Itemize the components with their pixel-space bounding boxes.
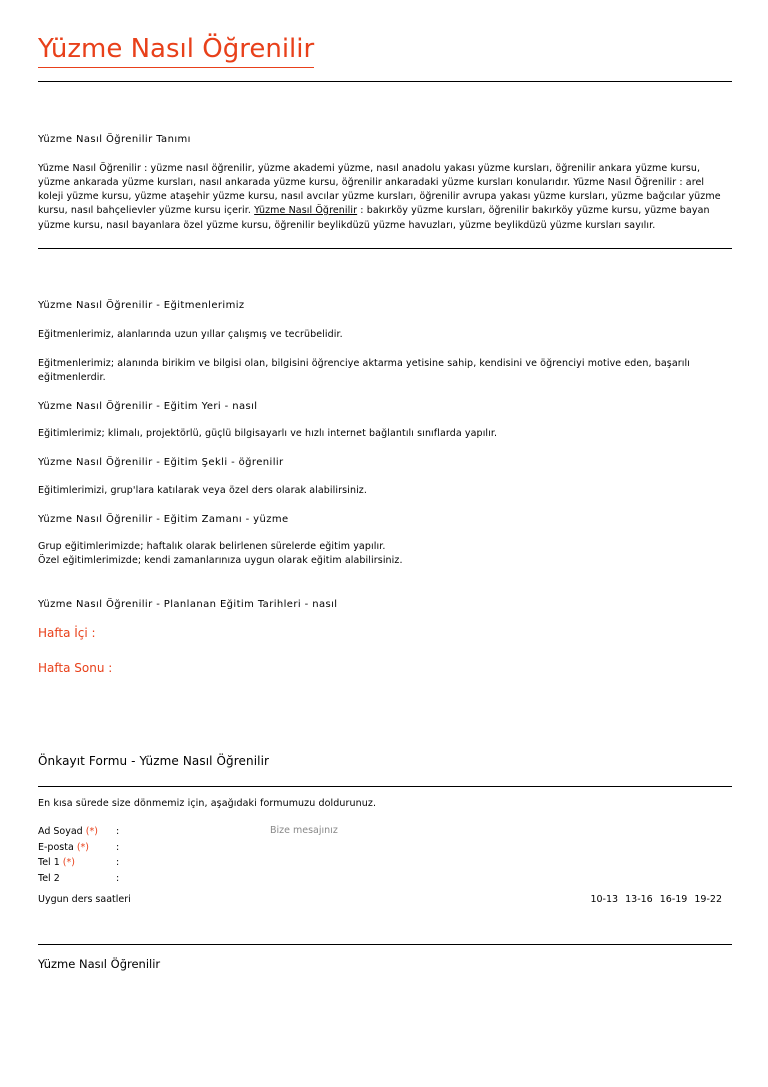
intro-line-3: koleji yüzme kursu, yüzme ataşehir yüzme kursu, nasıl avcılar yüzme kursları, öğrenilir avrupa yakası yüzme kursları, yüzme bağcılar yüzme: [38, 191, 721, 202]
email-field-label[interactable]: E-posta (*): [38, 842, 89, 853]
required-marker: (*): [85, 826, 98, 837]
intro-line-4-start: kursu, nasıl bahçelievler yüzme kursu içerir.: [38, 205, 255, 216]
intro-line-4-end: : bakırköy yüzme kursları, öğrenilir bakırköy yüzme kursu, yüzme bayan: [357, 205, 710, 216]
form-divider: [38, 786, 732, 787]
hours-option[interactable]: 19-22: [694, 894, 722, 905]
weekday-label: Hafta İçi :: [38, 626, 96, 640]
name-field-colon: :: [116, 826, 120, 837]
weekend-label: Hafta Sonu :: [38, 661, 113, 675]
page-title: Yüzme Nasıl Öğrenilir: [38, 33, 314, 68]
footer-divider: [38, 944, 732, 945]
intro-line-4: [38, 204, 730, 218]
trainers-text-2a: Eğitmenlerimiz; alanında birikim ve bilgisi olan, bilgisini öğrenciye aktarma yetisine sahip, kendisini ve öğrenciyi motive eden, başarılı: [38, 358, 690, 369]
hours-option[interactable]: 16-19: [659, 894, 688, 905]
required-marker: (*): [76, 842, 89, 853]
hours-options: [590, 894, 722, 905]
intro-heading: Yüzme Nasıl Öğrenilir Tanımı: [38, 134, 191, 145]
intro-keyword-link[interactable]: Yüzme Nasıl Öğrenilir: [254, 205, 358, 216]
required-marker: (*): [62, 857, 75, 868]
format-heading: Yüzme Nasıl Öğrenilir - Eğitim Şekli - öğrenilir: [38, 457, 284, 468]
timing-text-1: Grup eğitimlerimizde; haftalık olarak belirlenen sürelerde eğitim yapılır.: [38, 541, 386, 552]
format-text: Eğitimlerimizi, grup'lara katılarak veya özel ders olarak alabilirsiniz.: [38, 485, 368, 496]
timing-text-2: Özel eğitimlerimizde; kendi zamanlarınıza uygun olarak eğitim alabilirsiniz.: [38, 555, 403, 566]
dates-heading: Yüzme Nasıl Öğrenilir - Planlanan Eğitim Tarihleri - nasıl: [38, 599, 338, 610]
phone1-field-label[interactable]: Tel 1 (*): [38, 857, 75, 868]
form-title: Önkayıt Formu - Yüzme Nasıl Öğrenilir: [38, 754, 270, 768]
message-input[interactable]: Bize mesajınız: [270, 825, 338, 836]
phone2-field-label[interactable]: Tel 2: [38, 873, 60, 884]
timing-heading: Yüzme Nasıl Öğrenilir - Eğitim Zamanı - yüzme: [38, 514, 289, 525]
form-intro: En kısa sürede size dönmemiz için, aşağıdaki formumuzu doldurunuz.: [38, 798, 377, 809]
intro-line-5: yüzme kursu, nasıl bayanlara özel yüzme kursu, öğrenilir beylikdüzü yüzme havuzları, yüzme beylikdüzü yüzme kursları sayılır.: [38, 220, 656, 231]
hours-option[interactable]: 13-16: [625, 894, 653, 905]
email-field-colon: :: [116, 842, 120, 853]
phone2-field-colon: :: [116, 873, 120, 884]
place-text: Eğitimlerimiz; klimalı, projektörlü, güçlü bilgisayarlı ve hızlı internet bağlantılı sınıflarda yapılır.: [38, 428, 498, 439]
name-field-label[interactable]: Ad Soyad (*): [38, 826, 98, 837]
intro-line-2: yüzme ankarada yüzme kursları, nasıl ankarada yüzme kursu, öğrenilir ankaradaki yüzme kursları konularıdır. Yüzme Nasıl Öğrenilir : arel: [38, 177, 705, 188]
hours-label: Uygun ders saatleri: [38, 894, 131, 905]
intro-divider: [38, 248, 732, 249]
trainers-text-2b: eğitmenlerdir.: [38, 372, 106, 383]
phone1-field-colon: :: [116, 857, 120, 868]
footer-title: Yüzme Nasıl Öğrenilir: [38, 957, 161, 971]
place-heading: Yüzme Nasıl Öğrenilir - Eğitim Yeri - nasıl: [38, 401, 258, 412]
trainers-heading: Yüzme Nasıl Öğrenilir - Eğitmenlerimiz: [38, 300, 245, 311]
intro-line-1: Yüzme Nasıl Öğrenilir : yüzme nasıl öğrenilir, yüzme akademi yüzme, nasıl anadolu yakası yüzme kursları, öğrenilir ankara yüzme kursu,: [38, 163, 701, 174]
hours-option[interactable]: 10-13: [590, 894, 619, 905]
trainers-text-1: Eğitmenlerimiz, alanlarında uzun yıllar çalışmış ve tecrübelidir.: [38, 329, 343, 340]
title-divider: [38, 81, 732, 82]
